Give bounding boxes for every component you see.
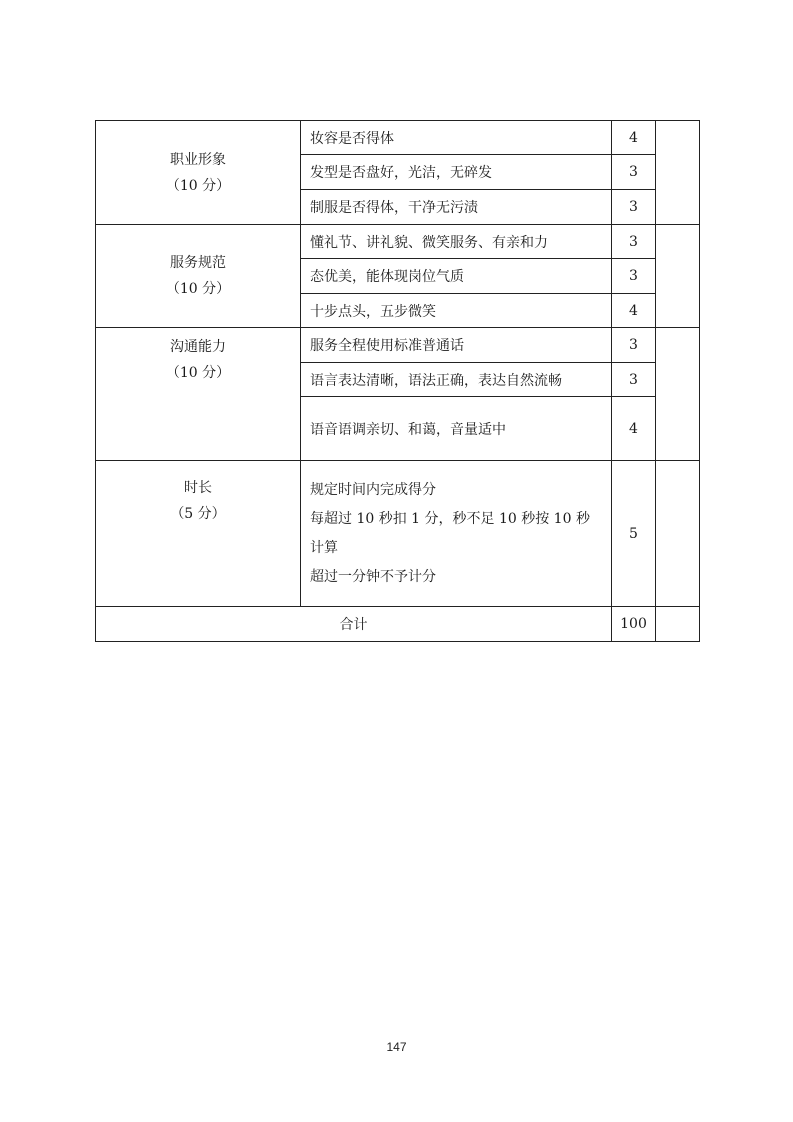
criterion-line: 规定时间内完成得分 <box>310 481 436 498</box>
criterion-line: 计算 <box>310 539 338 556</box>
category-cell <box>96 328 301 461</box>
scoring-table <box>95 120 700 642</box>
criterion-cell: 制服是否得体，干净无污渍 <box>301 190 612 225</box>
category-cell <box>96 121 301 225</box>
total-score: 100 <box>612 607 656 642</box>
total-row <box>96 607 700 642</box>
score-cell: 5 <box>612 461 656 607</box>
table-row <box>96 328 700 363</box>
table-row <box>96 461 700 607</box>
category-points: （5 分） <box>170 506 226 522</box>
category-points: （10 分） <box>165 177 231 194</box>
score-cell: 3 <box>612 155 656 190</box>
criterion-line: 超过一分钟不予计分 <box>310 568 436 585</box>
criterion-cell: 语言表达清晰，语法正确，表达自然流畅 <box>301 363 612 397</box>
category-points: （10 分） <box>165 365 231 381</box>
score-cell: 3 <box>612 328 656 363</box>
criterion-cell: 语音语调亲切、和蔼，音量适中 <box>301 397 612 461</box>
criterion-cell: 态优美，能体现岗位气质 <box>301 259 612 294</box>
category-cell <box>96 461 301 607</box>
criterion-cell: 懂礼节、讲礼貌、微笑服务、有亲和力 <box>301 225 612 259</box>
score-cell: 3 <box>612 190 656 225</box>
blank-cell <box>656 225 700 328</box>
criterion-cell: 妆容是否得体 <box>301 121 612 155</box>
score-cell: 3 <box>612 363 656 397</box>
category-name: 沟通能力 <box>170 339 226 355</box>
blank-cell <box>656 461 700 607</box>
score-cell: 3 <box>612 225 656 259</box>
score-cell: 4 <box>612 397 656 461</box>
category-name: 职业形象 <box>170 151 226 168</box>
criterion-cell: 十步点头，五步微笑 <box>301 294 612 328</box>
table-row <box>96 225 700 259</box>
criterion-cell: 服务全程使用标准普通话 <box>301 328 612 363</box>
blank-cell <box>656 328 700 461</box>
page-number: 147 <box>386 1040 407 1054</box>
category-cell <box>96 225 301 328</box>
criterion-cell: 发型是否盘好，光洁，无碎发 <box>301 155 612 190</box>
total-label: 合计 <box>96 607 612 642</box>
table-row <box>96 121 700 155</box>
criterion-line: 每超过 10 秒扣 1 分，秒不足 10 秒按 10 秒 <box>310 510 590 527</box>
criterion-cell <box>301 461 612 607</box>
category-name: 服务规范 <box>170 255 226 271</box>
score-cell: 3 <box>612 259 656 294</box>
category-points: （10 分） <box>165 281 231 297</box>
score-cell: 4 <box>612 294 656 328</box>
blank-cell <box>656 121 700 225</box>
blank-cell <box>656 607 700 642</box>
category-name: 时长 <box>184 480 212 496</box>
score-cell: 4 <box>612 121 656 155</box>
